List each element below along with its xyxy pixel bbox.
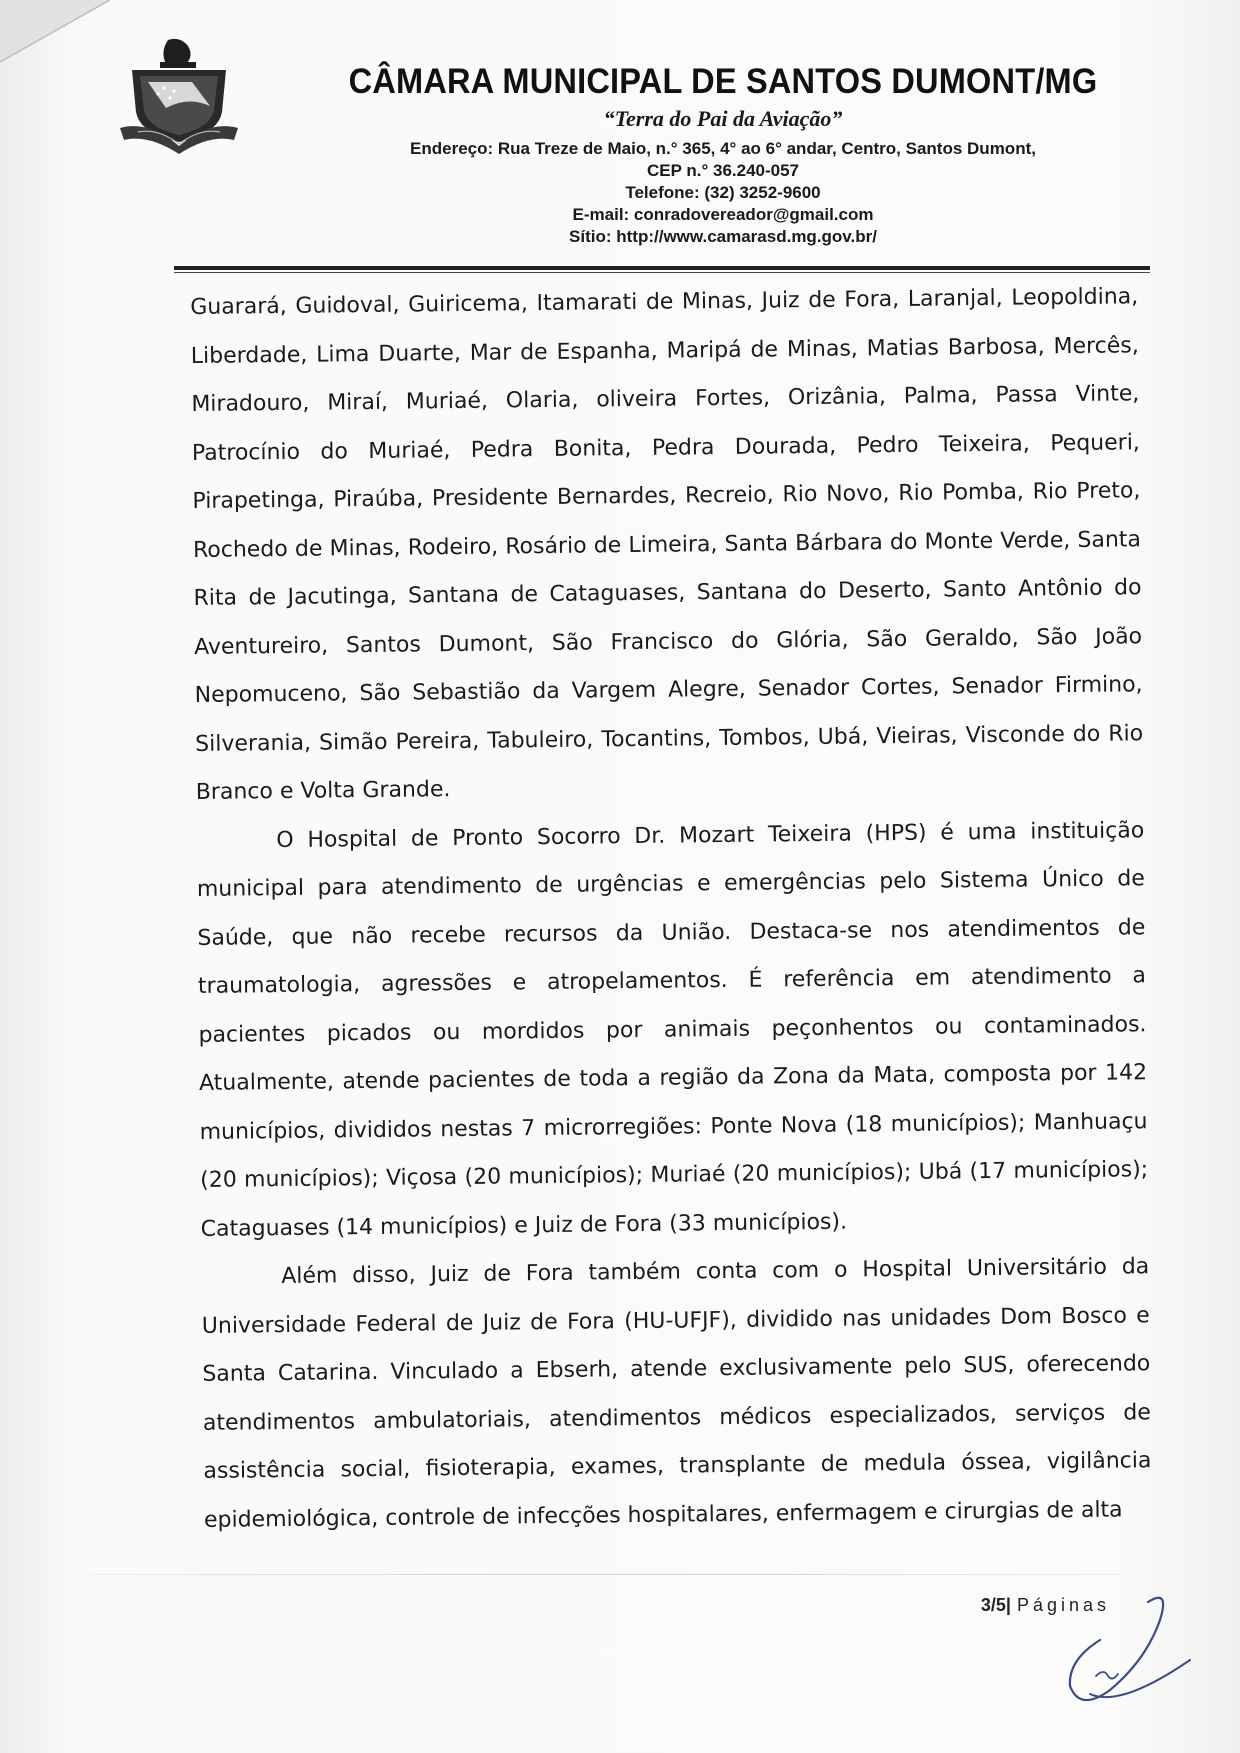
- phone-number: Telefone: (32) 3252-9600: [625, 183, 821, 202]
- address-line: Endereço: Rua Treze de Maio, n.° 365, 4° ao 6° andar, Centro, Santos Dumont,: [410, 139, 1036, 158]
- header-divider-thin: [174, 272, 1150, 273]
- paragraph-hps: O Hospital de Pronto Socorro Dr. Mozart Teixeira (HPS) é uma instituição municipal para atendimento de urgências e emergências pelo Sistema Único de Saúde, que não recebe recursos da União. Destaca-se nos atendimentos de traumatologia, agressões e atropelamentos. É referência em atendimento a pacientes picados ou mordidos por animais peçonhentos ou contaminados. Atualmente, atende pacientes de toda a região da Zona da Mata, composta por 142 municípios, divididos nestas 7 microrregiões: Ponte Nova (18 municípios); Manhuaçu (20 municípios); Viçosa (20 municípios); Muriaé (20 municípios); Ubá (17 municípios); Cataguases (14 municípios) e Juiz de Fora (33 municípios).: [196, 817, 1149, 1242]
- chamber-coat-of-arms-logo: [118, 36, 240, 154]
- website-url: Sítio: http://www.camarasd.mg.gov.br/: [569, 227, 877, 246]
- footer-divider: [92, 1574, 1122, 1575]
- document-body: [190, 273, 1152, 1545]
- page-label: Páginas: [1016, 1595, 1110, 1615]
- paragraph-municipalities: Guarará, Guidoval, Guiricema, Itamarati de Minas, Juiz de Fora, Laranjal, Leopoldina, Liberdade, Lima Duarte, Mar de Espanha, Maripá de Minas, Matias Barbosa, Mercês, Miradouro, Miraí, Muriaé, Olaria, oliveira Fortes, Orizânia, Palma, Passa Vinte, Patrocínio do Muriaé, Pedra Bonita, Pedra Dourada, Pedro Teixeira, Pequeri, Pirapetinga, Piraúba, Presidente Bernardes, Recreio, Rio Novo, Rio Pomba, Rio Preto, Rochedo de Minas, Rodeiro, Rosário de Limeira, Santa Bárbara do Monte Verde, Santa Rita de Jacutinga, Santana de Cataguases, Santana do Deserto, Santo Antônio do Aventureiro, Santos Dumont, São Francisco do Glória, São Geraldo, São João Nepomuceno, São Sebastião da Vargem Alegre, Senador Cortes, Senador Firmino, Silverania, Simão Pereira, Tabuleiro, Tocantins, Tombos, Ubá, Vieiras, Visconde do Rio Branco e Volta Grande.: [190, 284, 1144, 805]
- page-corner-fold: [0, 0, 110, 70]
- handwritten-signature: [1050, 1590, 1200, 1720]
- chamber-title: CÂMARA MUNICIPAL DE SANTOS DUMONT/MG: [348, 62, 1098, 101]
- header-divider: [174, 266, 1150, 270]
- chamber-motto: “Terra do Pai da Aviação”: [603, 106, 843, 131]
- paragraph-hu-ufjf: Além disso, Juiz de Fora também conta com o Hospital Universitário da Universidade Federal de Juiz de Fora (HU-UFJF), dividido nas unidades Dom Bosco e Santa Catarina. Vinculado a Ebserh, atende exclusivamente pelo SUS, oferecendo atendimentos ambulatoriais, atendimentos médicos especializados, serviços de assistência social, fisioterapia, exames, transplante de medula óssea, vigilância epidemiológica, controle de infecções hospitalares, enfermagem e cirurgias de alta: [201, 1254, 1152, 1533]
- letterhead: [258, 62, 1188, 248]
- postal-code: CEP n.° 36.240-057: [646, 161, 800, 180]
- page-number: 3/5|: [980, 1595, 1011, 1615]
- email-address: E-mail: conradovereador@gmail.com: [572, 205, 874, 224]
